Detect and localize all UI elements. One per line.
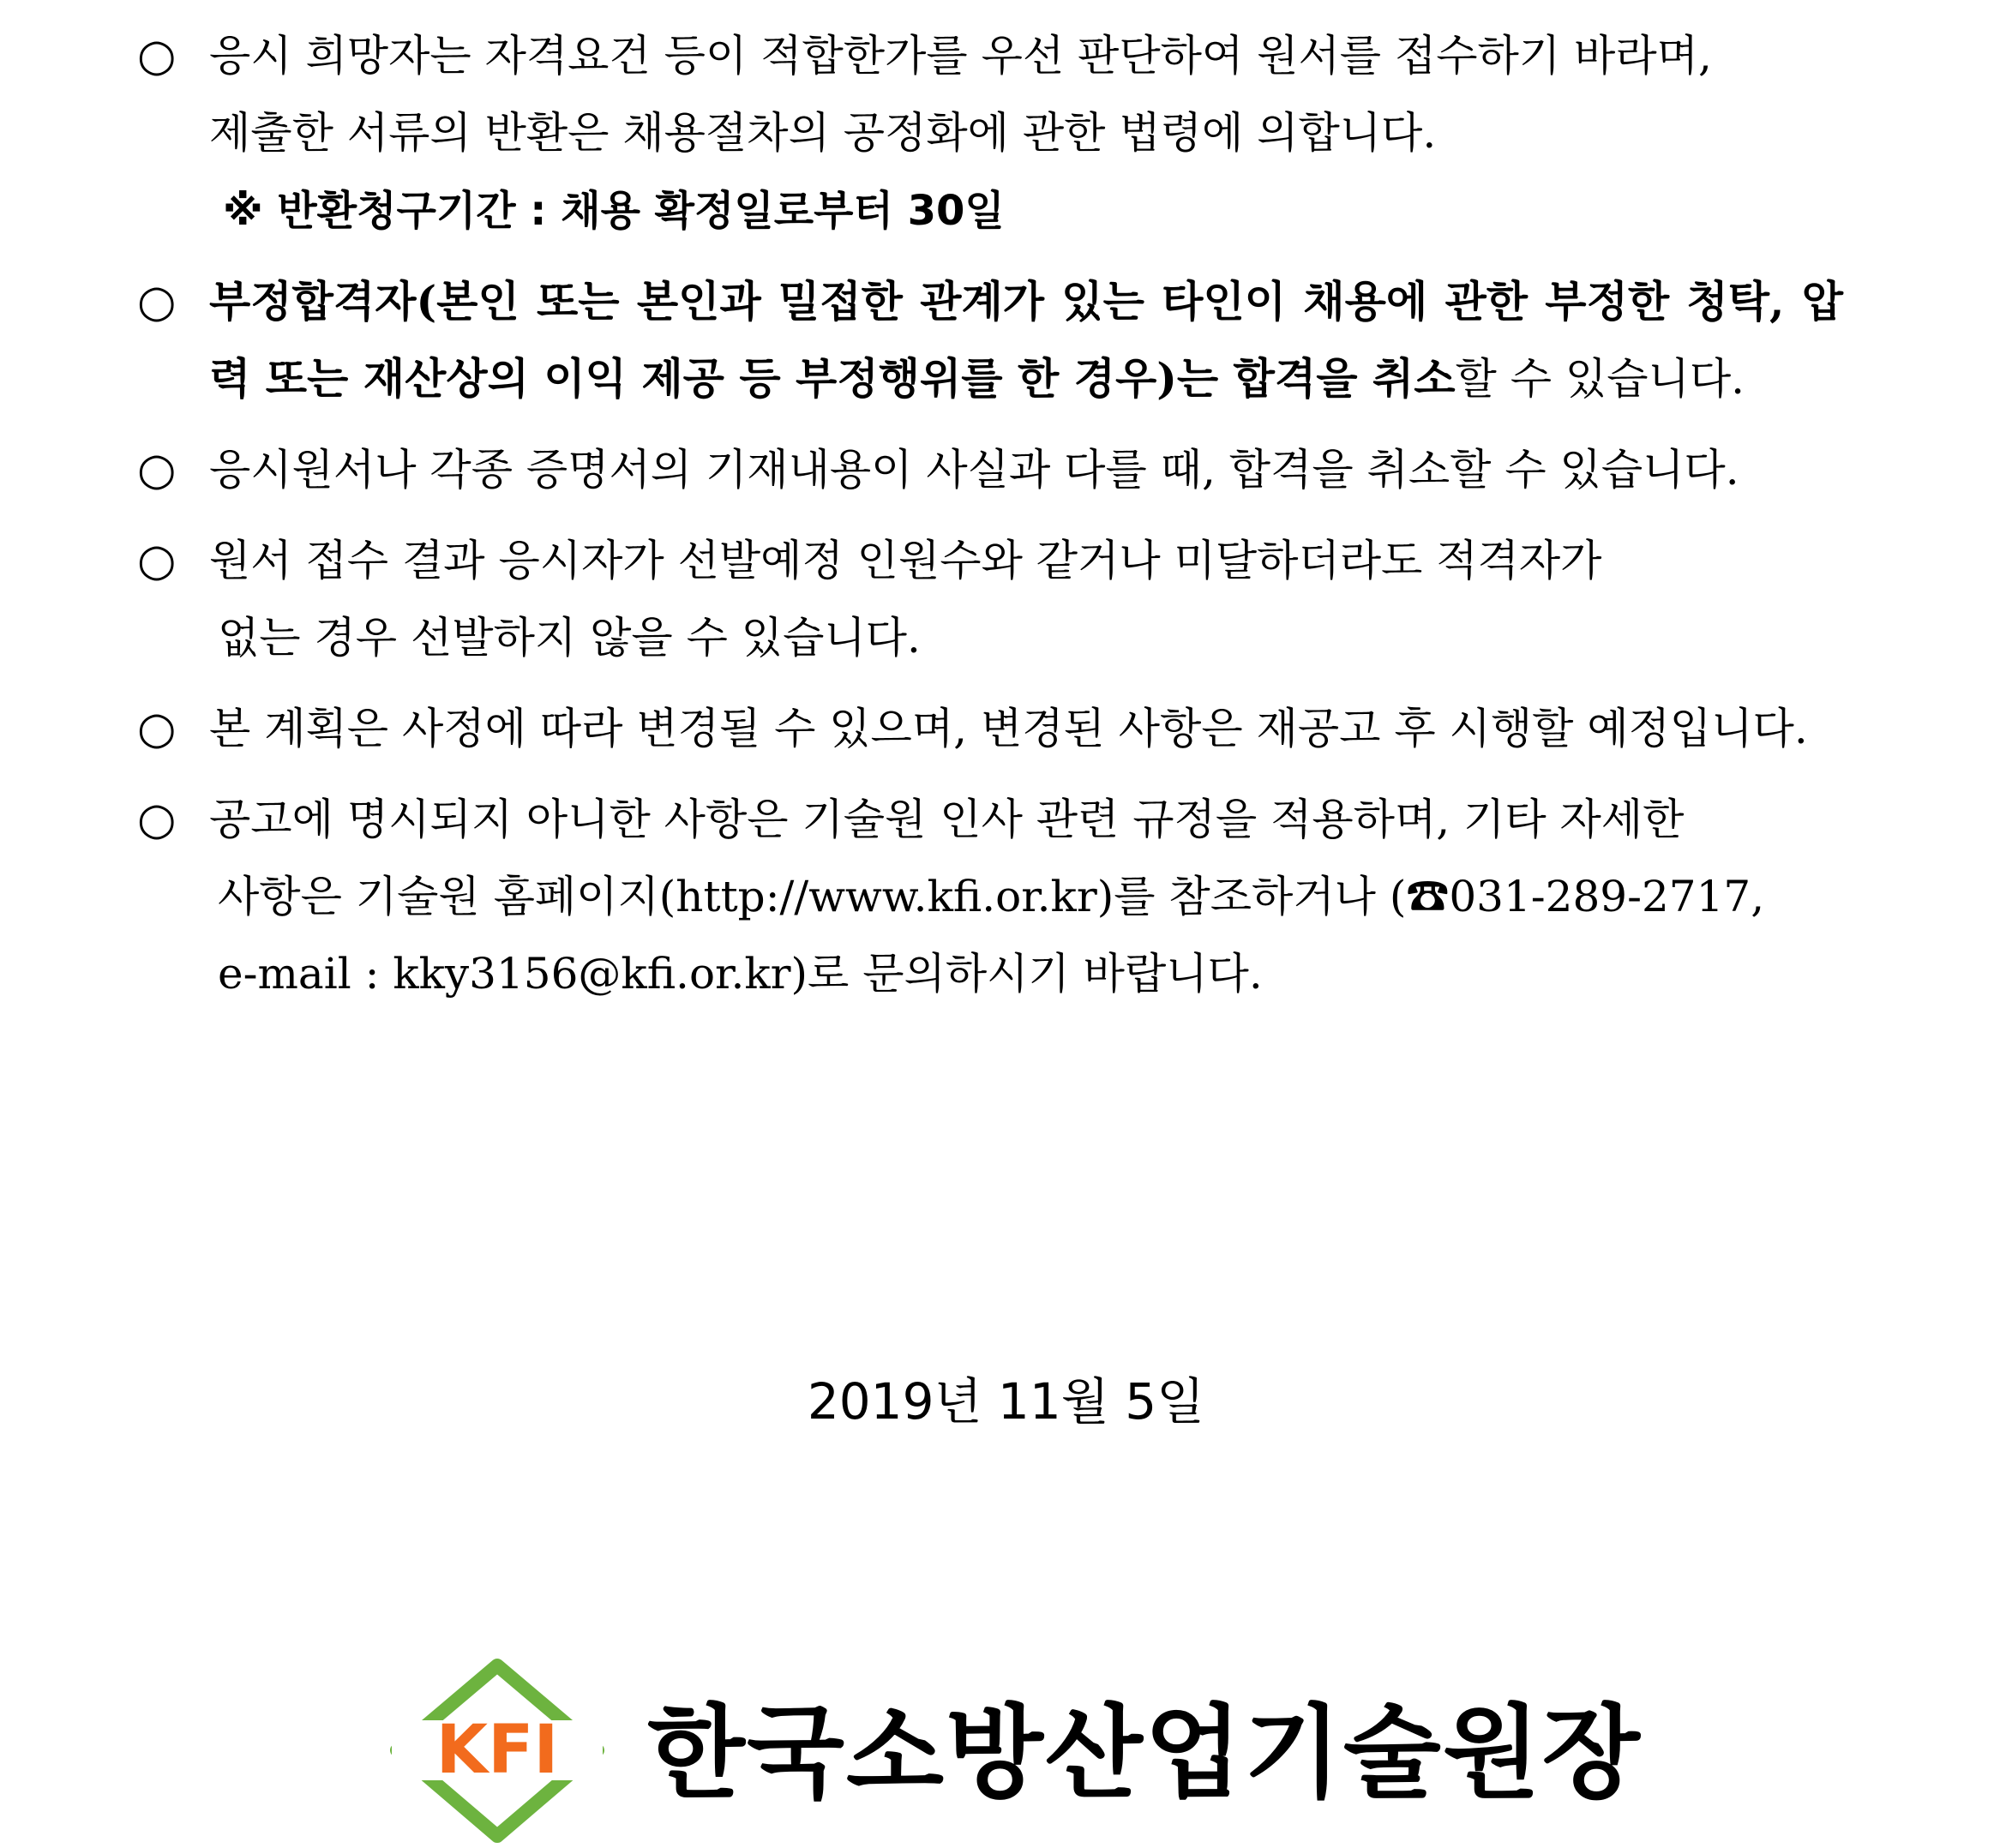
organization-name: 한국소방산업기술원장: [647, 1694, 1642, 1812]
notice-line: 원서 접수 결과 응시자가 선발예정 인원수와 같거나 미달하더라도 적격자가: [209, 536, 1602, 585]
kfi-logo-icon: [390, 1659, 604, 1843]
notice-item-no-qualified: [137, 522, 1843, 676]
notice-line: 제출한 서류의 반환은 채용절차의 공정화에 관한 법령에 의합니다.: [209, 108, 1437, 158]
notice-item-plan-change: [137, 690, 1843, 767]
notice-text: [209, 522, 1843, 676]
logo-text: KFI: [435, 1712, 559, 1789]
circle-bullet-icon: ○: [137, 444, 177, 495]
notice-item-contact: [137, 781, 1843, 1012]
notice-line: 본 계획은 사정에 따라 변경될 수 있으며, 변경된 사항은 재공고 후 시행할 예정입니다.: [209, 704, 1808, 753]
fraud-warning-text: 부정합격자(본인 또는 본인과 밀접한 관계가 있는 타인이 채용에 관한 부정한 청탁, 압력 또는 재산상의 이익 제공 등 부정행위를 한 경우)는 합격을 취소: [209, 276, 1843, 404]
notice-line-email: e-mail : kky3156@kfi.or.kr)로 문의하시기 바랍니다.: [218, 949, 1263, 999]
circle-bullet-icon: ○: [137, 794, 177, 845]
notice-list: [137, 17, 1843, 1026]
notice-text: [209, 431, 1843, 508]
notice-text: [209, 17, 1843, 249]
signature-block: [390, 1659, 1659, 1843]
circle-bullet-icon: ○: [137, 30, 177, 81]
notice-item-document-return: [137, 17, 1843, 249]
circle-bullet-icon: ○: [137, 703, 177, 754]
notice-text: [209, 263, 1843, 417]
notice-line: 공고에 명시되지 아니한 사항은 기술원 인사 관련 규정을 적용하며, 기타 자세한: [209, 795, 1685, 844]
circle-bullet-icon: ○: [137, 535, 177, 586]
fraud-warning-tail: 할 수 있습니다.: [1455, 354, 1745, 404]
notice-line: 응시원서나 각종 증명서의 기재내용이 사실과 다를 때, 합격을 취소할 수 있습니다.: [209, 445, 1739, 495]
notice-item-fraud-cancellation: [137, 263, 1843, 417]
circle-bullet-icon: ○: [137, 276, 177, 327]
notice-line: 없는 경우 선발하지 않을 수 있습니다.: [218, 613, 921, 663]
notice-item-false-statement: [137, 431, 1843, 508]
return-period-note: ※ 반환청구기간 : 채용 확정일로부터 30일: [223, 187, 1005, 235]
notice-line-homepage: 사항은 기술원 홈페이지(http://www.kfi.or.kr)를 참조하거나 (☎031-289-2717,: [218, 872, 1765, 921]
notice-text: [209, 690, 1843, 767]
notice-line: 응시 희망자는 자격요건 등이 적합한가를 우선 판단하여 원서를 접수하기 바라며,: [209, 31, 1712, 81]
notice-text: [209, 781, 1843, 1012]
announcement-date: 2019년 11월 5일: [807, 1372, 1205, 1431]
